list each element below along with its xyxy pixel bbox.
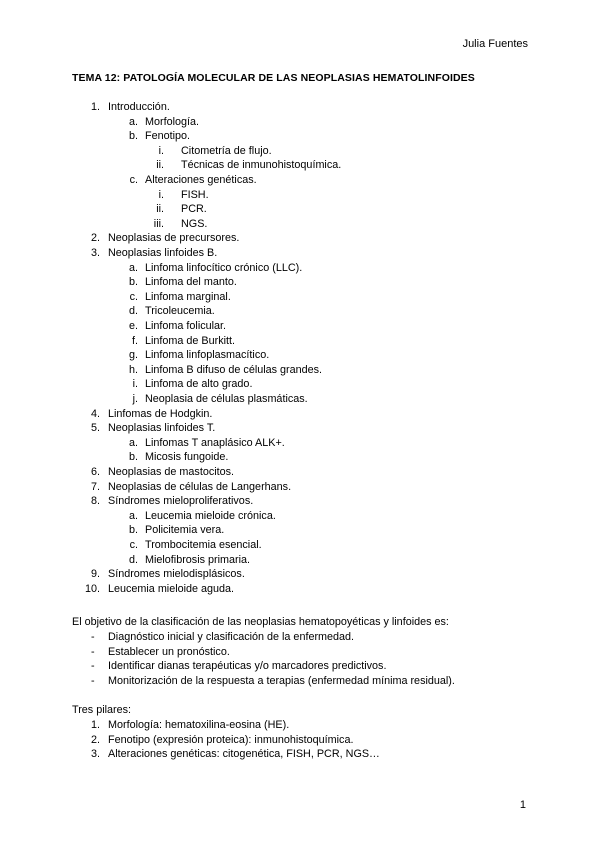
outline-item-marker: 6.	[90, 466, 100, 478]
outline-item-marker: 5.	[90, 422, 100, 435]
outline-item-marker: c.	[129, 290, 138, 303]
outline-item-text: Micosis fungoide.	[145, 451, 229, 464]
outline-item-marker: i.	[158, 188, 164, 201]
outline-item-text: Leucemia mieloide aguda.	[108, 582, 235, 595]
outline-item-marker: b.	[128, 276, 138, 289]
outline-item-marker: b.	[128, 451, 138, 464]
pillar-item-marker: 3.	[90, 748, 100, 761]
dash-bullet: -	[91, 645, 95, 658]
outline-item-marker: 10.	[84, 582, 100, 595]
objective-item-text: Diagnóstico inicial y clasificación de la enfermedad.	[108, 631, 355, 643]
outline-item-text: Neoplasias linfoides T.	[108, 422, 216, 435]
outline-item-marker: 4.	[90, 407, 100, 420]
outline-item-marker: ii.	[156, 203, 164, 216]
page-title: TEMA 12: PATOLOGÍA MOLECULAR DE LAS NEOPLASIAS HEMATOLINFOIDES	[72, 72, 475, 84]
dash-bullet: -	[91, 631, 95, 643]
outline-item-text: Neoplasia de células plasmáticas.	[145, 393, 308, 405]
outline-item-marker: d.	[128, 305, 138, 318]
outline-item-marker: d.	[128, 553, 138, 566]
pillar-item-text: Fenotipo (expresión proteica): inmunohistoquímica.	[108, 733, 354, 746]
outline-item-text: Síndromes mieloproliferativos.	[108, 495, 254, 508]
outline-item-text: Linfoma linfoplasmacítico.	[145, 349, 270, 362]
outline-item-text: Fenotipo.	[145, 130, 191, 143]
outline-item-marker: 7.	[90, 480, 100, 493]
outline-item-marker: f.	[132, 334, 138, 347]
outline-item-text: Leucemia mieloide crónica.	[145, 509, 276, 522]
outline-item-marker: b.	[128, 130, 138, 143]
outline-item-marker: iii.	[153, 217, 164, 230]
pillar-item-marker: 1.	[90, 719, 100, 731]
outline-item-text: Linfoma de Burkitt.	[145, 334, 236, 347]
outline-item-marker: c.	[129, 174, 138, 186]
outline-item-marker: 9.	[90, 568, 100, 581]
outline-item-marker: a.	[128, 261, 138, 274]
outline-item-text: Linfoma marginal.	[145, 290, 231, 303]
outline-item-marker: i.	[158, 144, 164, 157]
author-name: Julia Fuentes	[462, 38, 528, 50]
outline-item-marker: g.	[128, 349, 138, 362]
outline-item-marker: c.	[129, 539, 138, 551]
outline-item-marker: 3.	[90, 247, 100, 259]
outline-item-marker: a.	[128, 115, 138, 128]
objective-intro: El objetivo de la clasificación de las neoplasias hematopoyéticas y linfoides es:	[72, 616, 449, 628]
objective-item-text: Identificar dianas terapéuticas y/o marcadores predictivos.	[108, 660, 387, 673]
outline-item-text: Linfoma de alto grado.	[145, 378, 253, 391]
outline-item-text: Alteraciones genéticas.	[145, 174, 257, 186]
page-number: 1	[519, 799, 526, 811]
outline-item-text: Linfomas de Hodgkin.	[108, 407, 213, 420]
outline-item-marker: i.	[132, 378, 138, 391]
objective-item-text: Establecer un pronóstico.	[108, 645, 230, 658]
outline-item-text: Tricoleucemia.	[145, 305, 215, 318]
outline-item-marker: a.	[128, 436, 138, 449]
outline-item-text: Linfoma linfocítico crónico (LLC).	[145, 261, 303, 274]
dash-bullet: -	[91, 660, 95, 673]
outline-item-text: FISH.	[181, 188, 209, 201]
outline-item-text: Trombocitemia esencial.	[145, 539, 262, 551]
outline-item-marker: a.	[128, 509, 138, 522]
objective-item-text: Monitorización de la respuesta a terapias (enfermedad mínima residual).	[108, 674, 455, 687]
outline-item-marker: j.	[132, 393, 138, 405]
outline-item-text: Linfomas T anaplásico ALK+.	[145, 436, 285, 449]
outline-item-text: Introducción.	[108, 101, 170, 113]
outline-item-text: Mielofibrosis primaria.	[145, 553, 250, 566]
outline-item-marker: b.	[128, 524, 138, 537]
outline-item-marker: 1.	[90, 101, 100, 113]
pillar-item-text: Morfología: hematoxilina-eosina (HE).	[108, 719, 290, 731]
outline-item-text: Neoplasias de mastocitos.	[108, 466, 235, 478]
pillar-item-text: Alteraciones genéticas: citogenética, FISH, PCR, NGS…	[108, 748, 380, 761]
outline-item-marker: 2.	[90, 232, 100, 245]
outline-item-text: Neoplasias de células de Langerhans.	[108, 480, 292, 493]
outline-item-text: Linfoma del manto.	[145, 276, 237, 289]
outline-item-marker: h.	[128, 363, 138, 376]
outline-item-text: Linfoma B difuso de células grandes.	[145, 363, 323, 376]
outline-item-text: Neoplasias linfoides B.	[108, 247, 218, 259]
outline-item-text: Morfología.	[145, 115, 200, 128]
outline-item-text: NGS.	[181, 217, 208, 230]
outline-item-text: Técnicas de inmunohistoquímica.	[181, 159, 342, 172]
pillars-intro: Tres pilares:	[72, 704, 131, 716]
outline-item-text: Síndromes mielodisplásicos.	[108, 568, 245, 581]
outline-item-marker: e.	[128, 320, 138, 332]
dash-bullet: -	[91, 674, 95, 687]
outline-item-text: PCR.	[181, 203, 207, 216]
pillar-item-marker: 2.	[90, 733, 100, 746]
outline-item-text: Linfoma folicular.	[145, 320, 227, 332]
outline-item-text: Neoplasias de precursores.	[108, 232, 240, 245]
outline-item-marker: 8.	[90, 495, 100, 508]
outline-item-text: Policitemia vera.	[145, 524, 225, 537]
outline-item-text: Citometría de flujo.	[181, 144, 272, 157]
outline-item-marker: ii.	[156, 159, 164, 172]
